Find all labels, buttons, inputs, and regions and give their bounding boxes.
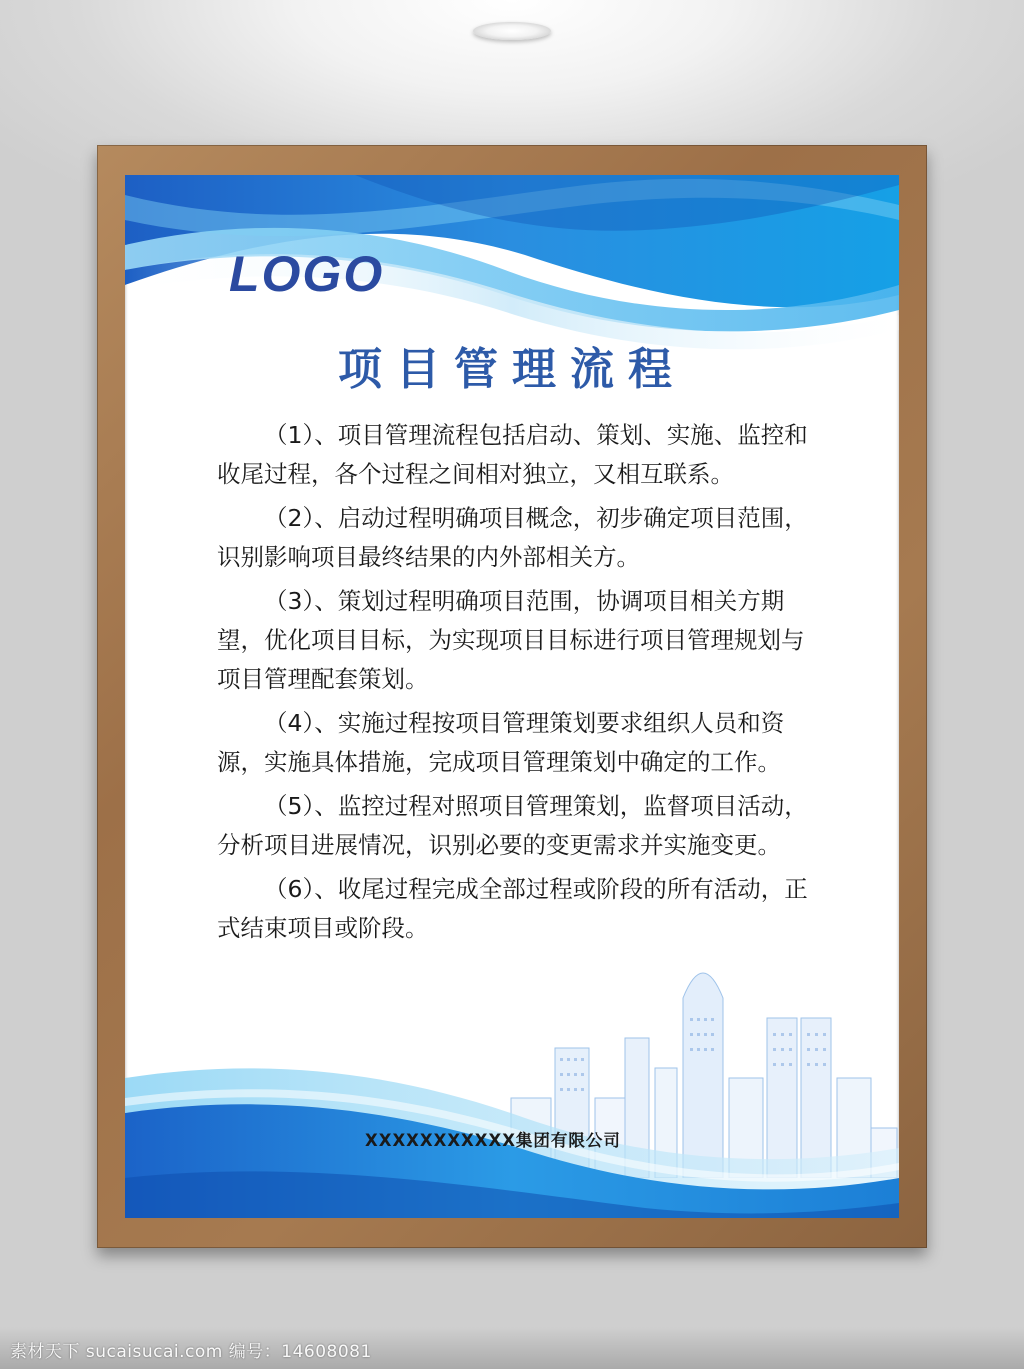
paragraph-5: （5）、监控过程对照项目管理策划，监督项目活动，分析项目进展情况，识别必要的变更需求并实施变更。 [217,792,808,859]
paragraph-2: （2）、启动过程明确项目概念，初步确定项目范围，识别影响项目最终结果的内外部相关方。 [217,504,808,571]
paragraph-3: （3）、策划过程明确项目范围，协调项目相关方期望，优化项目目标，为实现项目目标进行项目管理规划与项目管理配套策划。 [217,587,805,693]
watermark-bar [0,1327,1024,1369]
company-name: XXXXXXXXXXX集团有限公司 [365,1131,621,1150]
poster-title: 项目管理流程 [338,344,686,395]
poster [125,175,899,1218]
poster-body [217,416,817,953]
paragraph-4: （4）、实施过程按项目管理策划要求组织人员和资源，实施具体措施，完成项目管理策划中确定的工作。 [217,709,785,776]
picture-frame [97,145,927,1248]
paragraph-6: （6）、收尾过程完成全部过程或阶段的所有活动，正式结束项目或阶段。 [217,875,808,942]
watermark-text: 素材天下 sucaisucai.com 编号：14608081 [10,1342,372,1362]
paragraph-1: （1）、项目管理流程包括启动、策划、实施、监控和收尾过程，各个过程之间相对独立，又相互联系。 [217,421,808,488]
ceiling-lamp [473,22,551,40]
logo-text: LOGO [229,246,385,302]
